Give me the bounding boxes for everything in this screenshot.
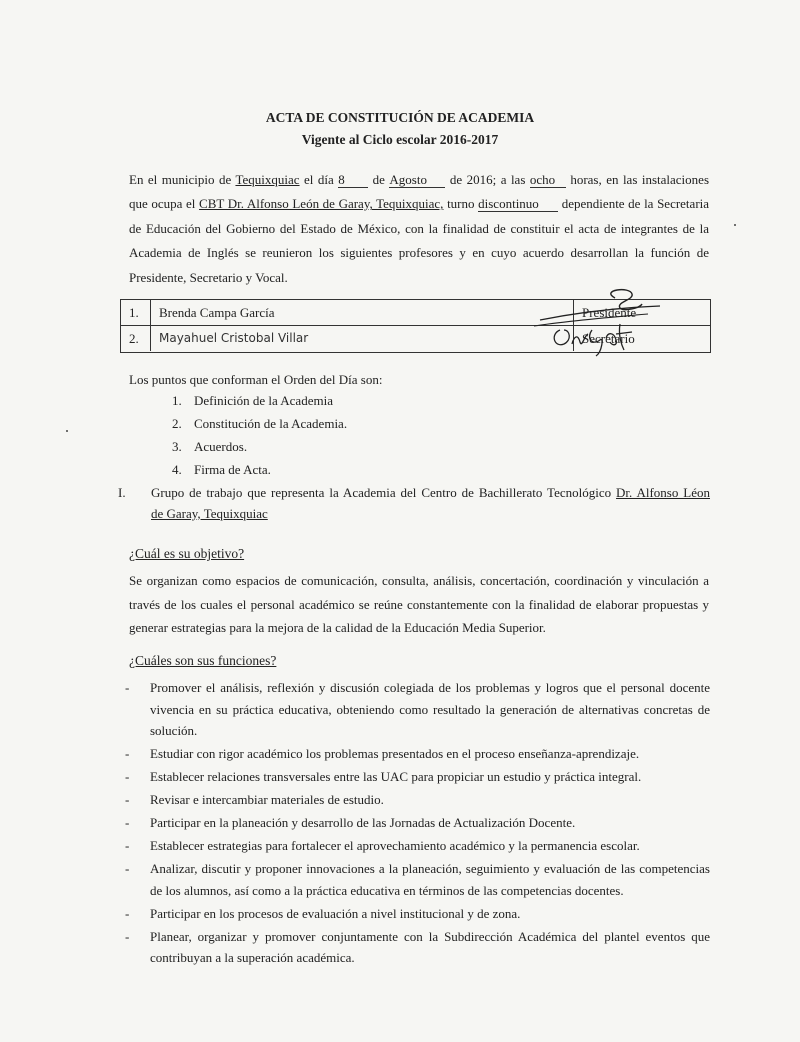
plantel-name-link: Dr. Alfonso Léon: [616, 485, 710, 500]
member-name: Mayahuel Cristobal Villar: [151, 326, 574, 351]
orden-list: [172, 392, 347, 484]
scan-speck: [66, 430, 68, 432]
member-role: Secretario: [582, 331, 635, 346]
list-item: - Analizar, discutir y proponer innovaciones a la planeación, seguimiento y evaluación de las competencias de los alumnos, así como a la práctica educativa en términos de las competencias docentes.: [125, 861, 710, 898]
funciones-list: [125, 677, 710, 969]
plantel-value: CBT Dr. Alfonso León de Garay, Tequixquiac,: [199, 196, 444, 212]
list-item: - Establecer estrategias para fortalecer el aprovechamiento académico y la permanencia escolar.: [125, 838, 640, 853]
list-item: - Participar en los procesos de evaluación a nivel institucional y de zona.: [125, 905, 521, 921]
hora-value: ocho: [530, 173, 566, 188]
handwritten-signature: [520, 284, 670, 364]
document-title: ACTA DE CONSTITUCIÓN DE ACADEMIA: [265, 110, 535, 125]
document-subtitle: Vigente al Ciclo escolar 2016-2017: [301, 132, 499, 147]
list-item: - Planear, organizar y promover conjuntamente con la Subdirección Académica del plantel eventos que contribuyan a la superación académica.: [125, 928, 710, 965]
scan-speck: [734, 224, 736, 226]
objetivo-heading: ¿Cuál es su objetivo?: [129, 546, 245, 561]
dia-value: 8: [338, 173, 368, 188]
list-item: - Participar en la planeación y desarrollo de las Jornadas de Actualización Docente.: [125, 815, 576, 830]
intro-line-5: Presidente, Secretario y Vocal.: [129, 269, 288, 285]
funciones-heading: ¿Cuáles son sus funciones?: [129, 653, 277, 668]
list-item: 2. Constitución de la Academia.: [172, 416, 348, 431]
turno-value: discontinuo: [478, 197, 558, 212]
list-item: 4. Firma de Acta.: [172, 462, 271, 477]
row-number: 2.: [121, 326, 151, 351]
intro-paragraph: [129, 168, 709, 290]
orden-intro: Los puntos que conforman el Orden del Día son:: [129, 372, 383, 387]
list-item: - Estudiar con rigor académico los problemas presentados en el proceso enseñanza-aprendizaje.: [125, 746, 640, 761]
intro-line-4: Academia de Inglés se reunieron los siguientes profesores y en cuyo acuerdo desarrollan la función de: [129, 245, 709, 261]
plantel-name-link-cont: de Garay, Tequixquiac: [151, 506, 268, 521]
intro-line-2: que ocupa el CBT Dr. Alfonso León de Garay, Tequixquiac, turno discontinuo dependiente de la Secretaria: [129, 196, 710, 212]
intro-line-1: En el municipio de Tequixquiac el día 8 de Agosto de 2016; a las ocho horas, en las instalaciones: [129, 172, 709, 187]
intro-line-3: de Educación del Gobierno del Estado de México, con la finalidad de constituir el acta de integrantes de la: [129, 220, 709, 236]
list-item: - Promover el análisis, reflexión y discusión colegiada de los problemas y logros que el personal docente vivencia en su práctica educativa, obteniendo como resultado la generación de alternativas concretas de solución.: [125, 680, 710, 738]
member-name: Brenda Campa García: [151, 300, 574, 325]
list-item: - Revisar e intercambiar materiales de estudio.: [125, 792, 384, 807]
section-one-text: Grupo de trabajo que representa la Academia del Centro de Bachillerato Tecnológico Dr. Alfonso Léon de Garay, Tequixquiac: [151, 485, 710, 521]
list-item: 3. Acuerdos.: [172, 439, 248, 454]
list-item: 1. Definición de la Academia: [172, 393, 333, 408]
mes-value: Agosto: [389, 173, 445, 188]
member-role: Presidente: [582, 305, 637, 320]
objetivo-paragraph: Se organizan como espacios de comunicación, consulta, análisis, concertación, coordinación y vinculación a través de los cuales el personal académico se reúne constantemente con la finalidad de elaborar propuestas y generar estrategias para la mejora de la calidad de la Educación Media Superior.: [129, 573, 709, 635]
municipio-value: Tequixquiac: [235, 172, 300, 187]
section-numeral: I.: [118, 485, 126, 500]
row-number: 1.: [121, 300, 151, 325]
list-item: - Establecer relaciones transversales entre las UAC para propiciar un estudio y práctica integral.: [125, 769, 642, 784]
